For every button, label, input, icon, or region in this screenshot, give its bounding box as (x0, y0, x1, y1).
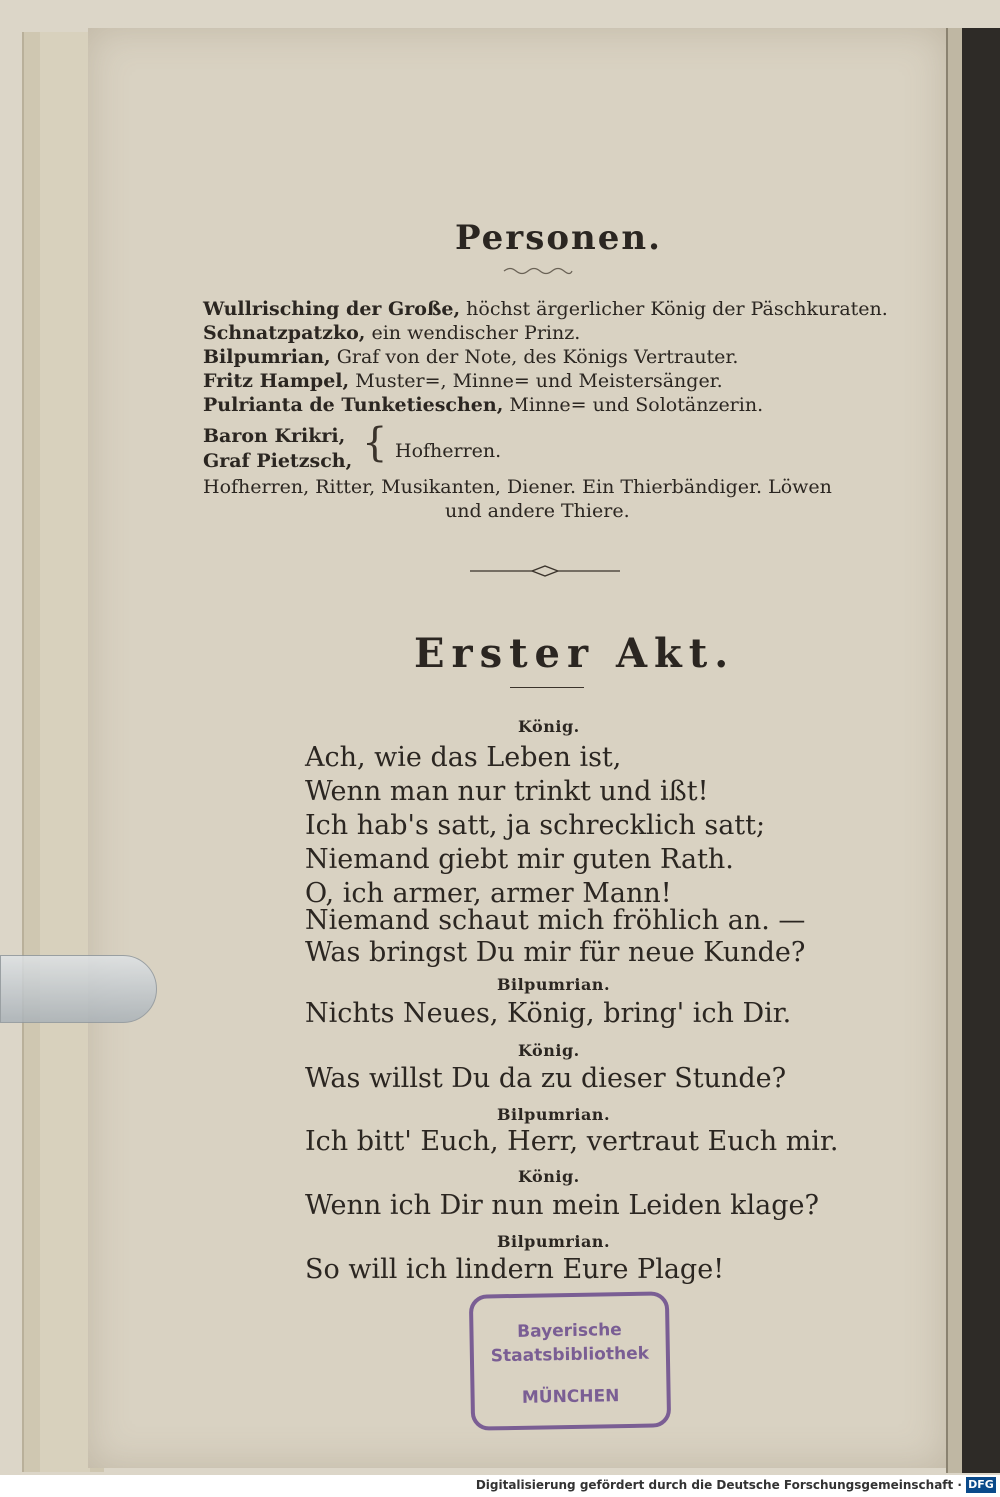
verse-line: O, ich armer, armer Mann! (305, 878, 672, 909)
cast-desc: Muster=, Minne= und Meistersänger. (355, 370, 723, 392)
speaker-label: König. (518, 1167, 580, 1186)
speaker-label: König. (518, 717, 580, 736)
cast-name: Wullrisching der Große, (203, 298, 461, 320)
extras-line: und andere Thiere. (445, 500, 630, 522)
act-rule (510, 687, 584, 688)
verse-line: Ich hab's satt, ja schrecklich satt; (305, 810, 766, 841)
brace-symbol: { (362, 420, 388, 466)
cast-name: Baron Krikri, (203, 425, 346, 447)
cast-line (203, 322, 580, 346)
title-ornament (502, 266, 574, 276)
verse-line: Wenn man nur trinkt und ißt! (305, 776, 709, 807)
verse-line: Ich bitt' Euch, Herr, vertraut Euch mir. (305, 1126, 839, 1157)
backing-board-inner (40, 32, 90, 1472)
extras-line: Hofherren, Ritter, Musikanten, Diener. Ein Thierbändiger. Löwen (203, 476, 832, 498)
scanner-strip (962, 28, 1000, 1473)
cast-name: Pulrianta de Tunketieschen, (203, 394, 504, 416)
verse-line: Wenn ich Dir nun mein Leiden klage? (305, 1190, 819, 1221)
verse-line: Nichts Neues, König, bring' ich Dir. (305, 998, 792, 1029)
hofherren-label: Hofherren. (395, 440, 502, 462)
divider-ornament (470, 564, 620, 578)
cast-line (203, 425, 345, 449)
stamp-line: Bayerische (517, 1320, 622, 1342)
dfg-logo-icon: DFG (966, 1477, 996, 1493)
page-holder-clip (0, 955, 157, 1023)
cast-desc: Minne= und Solotänzerin. (509, 394, 764, 416)
cast-desc: Graf von der Note, des Königs Vertrauter. (336, 346, 739, 368)
verse-line: Niemand schaut mich fröhlich an. — (305, 905, 806, 936)
cast-desc: ein wendischer Prinz. (371, 322, 581, 344)
speaker-label: Bilpumrian. (497, 975, 611, 994)
cast-name: Graf Pietzsch, (203, 450, 353, 472)
cast-line (203, 298, 888, 322)
cast-desc: höchst ärgerlicher König der Päschkuraten. (466, 298, 888, 320)
cast-line (203, 370, 723, 394)
stamp-line: Staatsbibliothek (490, 1343, 650, 1367)
cast-line (203, 450, 352, 474)
cast-name: Bilpumrian, (203, 346, 331, 368)
verse-line: Niemand giebt mir guten Rath. (305, 844, 734, 875)
library-stamp (469, 1291, 671, 1430)
speaker-label: Bilpumrian. (497, 1105, 611, 1124)
cast-line (203, 394, 763, 418)
cast-name: Schnatzpatzko, (203, 322, 366, 344)
stamp-line: MÜNCHEN (521, 1386, 620, 1408)
verse-line: Was willst Du da zu dieser Stunde? (305, 1063, 787, 1094)
speaker-label: König. (518, 1041, 580, 1060)
speaker-label: Bilpumrian. (497, 1232, 611, 1251)
act-title: Erster Akt. (414, 630, 736, 677)
footer-bar (0, 1475, 1000, 1497)
footer-text: Digitalisierung gefördert durch die Deutsche Forschungsgemeinschaft · (475, 1478, 962, 1492)
verse-line: Was bringst Du mir für neue Kunde? (305, 937, 806, 968)
cast-name: Fritz Hampel, (203, 370, 350, 392)
cast-line (203, 346, 738, 370)
verse-line: Ach, wie das Leben ist, (305, 742, 622, 773)
verse-line: So will ich lindern Eure Plage! (305, 1254, 725, 1285)
personen-title: Personen. (455, 218, 662, 258)
